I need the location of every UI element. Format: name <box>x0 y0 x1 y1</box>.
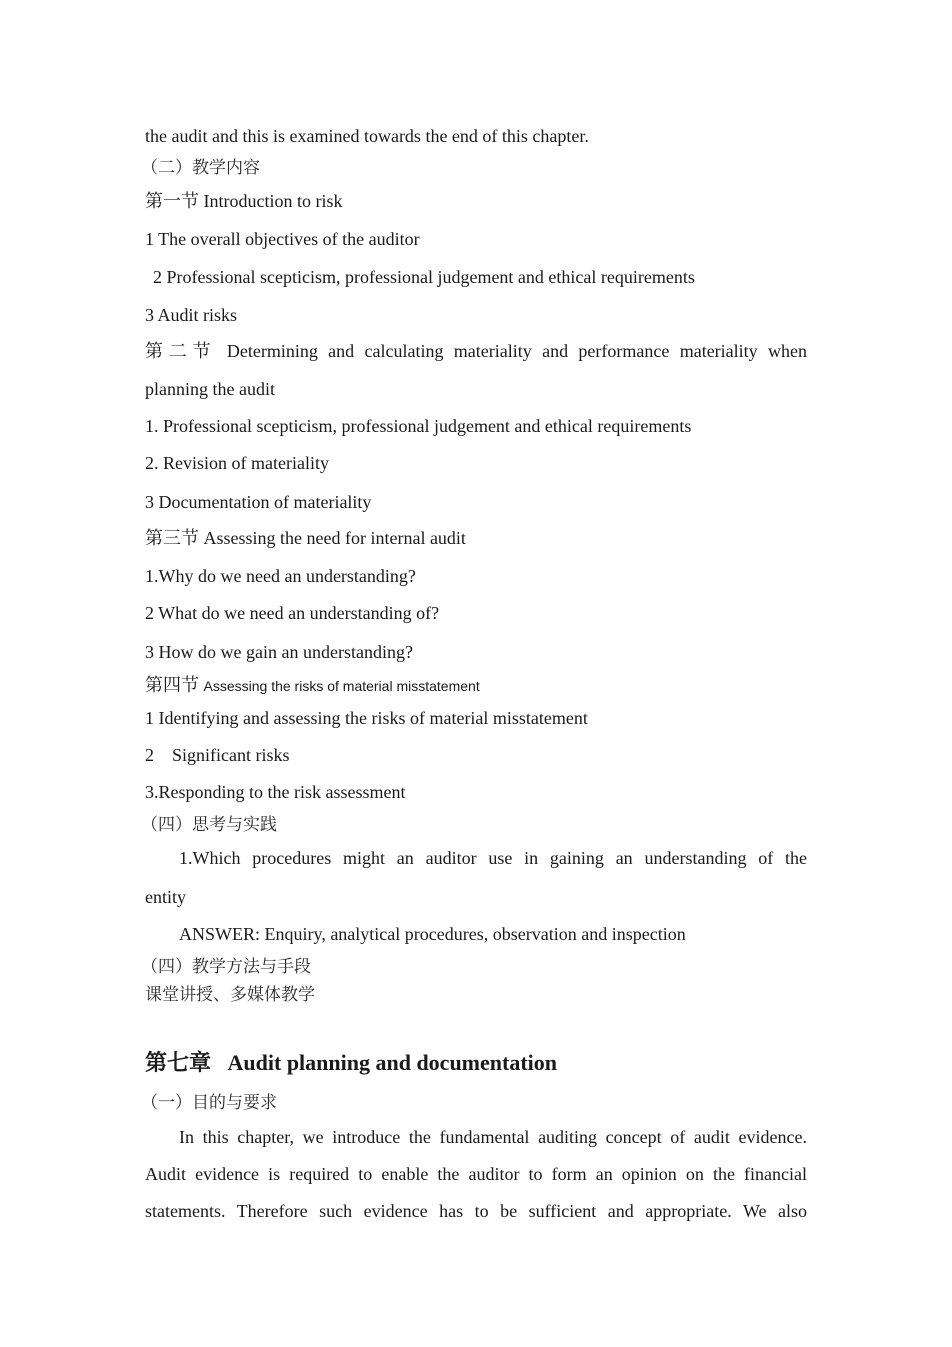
chapter-number: 第七章 <box>145 1051 212 1076</box>
list-item: 3 How do we gain an understanding? <box>145 642 413 662</box>
paragraph-line: statements. Therefore such evidence has to be sufficient and appropriate. We also <box>145 1201 807 1221</box>
chapter-title <box>145 1049 557 1078</box>
list-item: 1. Professional scepticism, professional judgement and ethical requirements <box>145 416 692 436</box>
list-item: 2 What do we need an understanding of? <box>145 603 440 623</box>
paragraph-line: Audit evidence is required to enable the auditor to form an opinion on the financial <box>145 1164 807 1184</box>
question-text-continued: entity <box>145 887 186 907</box>
section-heading: （四）思考与实践 <box>141 815 277 835</box>
list-item: 1.Why do we need an understanding? <box>145 566 416 586</box>
list-item: 2 Significant risks <box>145 745 290 765</box>
subsection-number: 第四节 <box>145 675 199 695</box>
subsection-title: Assessing the risks of material misstatement <box>203 678 480 694</box>
answer-text: ANSWER: Enquiry, analytical procedures, observation and inspection <box>179 924 686 944</box>
subsection-heading: 第一节 Introduction to risk <box>145 191 343 211</box>
list-item: 2. Revision of materiality <box>145 453 329 473</box>
list-item: 1 The overall objectives of the auditor <box>145 229 420 249</box>
subsection-heading: 第二节 Determining and calculating materiality and performance materiality when <box>145 341 807 361</box>
chapter-name: Audit planning and documentation <box>227 1050 558 1075</box>
subsection-heading <box>145 674 480 697</box>
subsection-heading: 第三节 Assessing the need for internal audit <box>145 528 466 548</box>
question-text: 1.Which procedures might an auditor use in gaining an understanding of the <box>179 848 807 868</box>
section-heading: （四）教学方法与手段 <box>141 957 311 977</box>
section-heading: （一）目的与要求 <box>141 1093 277 1113</box>
list-item: 3.Responding to the risk assessment <box>145 782 406 802</box>
section-heading: （二）教学内容 <box>141 158 260 178</box>
list-item: 2 Professional scepticism, professional judgement and ethical requirements <box>153 267 695 287</box>
list-item: 3 Audit risks <box>145 305 238 325</box>
body-text: 课堂讲授、多媒体教学 <box>145 985 315 1005</box>
list-item: 1 Identifying and assessing the risks of material misstatement <box>145 708 588 728</box>
paragraph-line: In this chapter, we introduce the fundamental auditing concept of audit evidence. <box>179 1127 807 1147</box>
subsection-heading-continued: planning the audit <box>145 379 275 399</box>
list-item: 3 Documentation of materiality <box>145 492 372 512</box>
text-line: the audit and this is examined towards the end of this chapter. <box>145 126 589 146</box>
